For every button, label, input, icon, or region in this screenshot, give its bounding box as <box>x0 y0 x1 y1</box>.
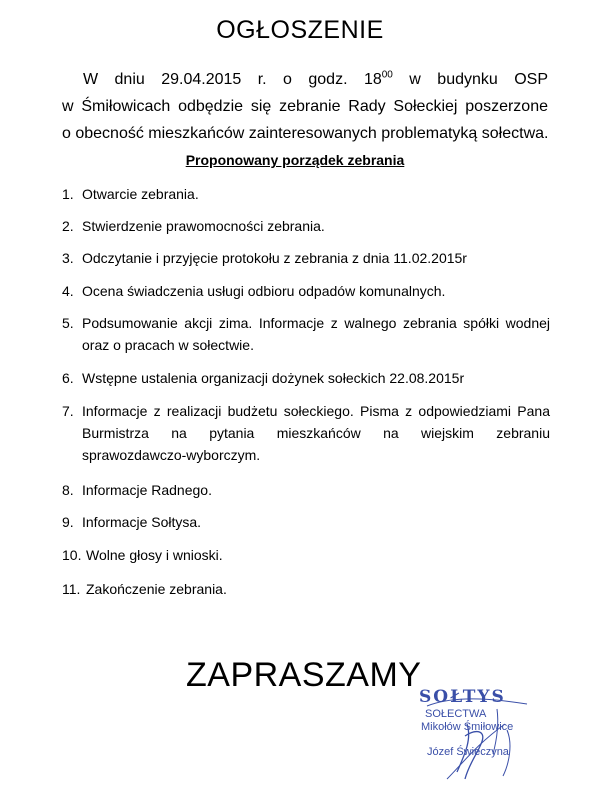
agenda-item-number: 3. <box>62 250 74 266</box>
agenda-item-number: 9. <box>62 514 74 530</box>
agenda-item-number: 2. <box>62 218 74 234</box>
agenda-item-line: Wstępne ustalenia organizacji dożynek sołeckich 22.08.2015r <box>82 370 465 386</box>
agenda-item-text <box>82 247 550 269</box>
agenda-item-text <box>82 400 550 466</box>
agenda-item-text <box>86 544 554 566</box>
agenda-item-number: 6. <box>62 370 74 386</box>
agenda-item-text <box>82 511 550 533</box>
agenda-item-number: 5. <box>62 315 74 331</box>
stamp-line-3: Mikołów Śmiłowice <box>421 721 514 733</box>
agenda-item-text <box>82 215 550 237</box>
soltys-stamp <box>407 684 549 786</box>
intro-line-2: w Śmiłowicach odbędzie się zebranie Rady Sołeckiej poszerzone <box>62 98 548 115</box>
agenda-item-number: 7. <box>62 403 74 419</box>
agenda-item-text <box>82 280 550 302</box>
intro-line-1 <box>62 66 548 93</box>
agenda-item-line: Odczytanie i przyjęcie protokołu z zebrania z dnia 11.02.2015r <box>82 250 467 266</box>
agenda-item-text <box>82 312 550 356</box>
intro-line-3: o obecność mieszkańców zainteresowanych problematyką sołectwa. <box>62 125 549 142</box>
agenda-item-line: Burmistrza na pytania mieszkańców na wiejskim zebraniu <box>82 425 550 441</box>
agenda-item-line: Informacje Radnego. <box>82 482 212 498</box>
invitation-heading: ZAPRASZAMY <box>186 656 422 694</box>
agenda-item-text <box>82 183 550 205</box>
agenda-item-line: Ocena świadczenia usługi odbioru odpadów komunalnych. <box>82 283 446 299</box>
agenda-item-line: sprawozdawczo-wyborczym. <box>82 447 261 463</box>
agenda-item-line: Podsumowanie akcji zima. Informacje z walnego zebrania spółki wodnej <box>82 315 550 331</box>
agenda-item-line: oraz o pracach w sołectwie. <box>82 337 254 353</box>
agenda-item-line: Wolne głosy i wnioski. <box>86 547 223 563</box>
agenda-item-line: Stwierdzenie prawomocności zebrania. <box>82 218 325 234</box>
agenda-item-number: 10. <box>62 547 82 563</box>
stamp-signature-name: Józef Świeczyna <box>427 746 509 758</box>
intro-line-1-end: w budynku OSP <box>392 71 549 88</box>
agenda-item-number: 1. <box>62 186 74 202</box>
agenda-item-line: Informacje Sołtysa. <box>82 514 202 530</box>
agenda-heading: Proponowany porządek zebrania <box>185 152 405 168</box>
intro-line-1-text: W dniu 29.04.2015 r. o godz. 18 <box>83 71 382 88</box>
agenda-item-number: 11. <box>62 581 81 597</box>
agenda-item-number: 8. <box>62 482 74 498</box>
time-minutes: 00 <box>381 69 393 81</box>
stamp-line-2: SOŁECTWA <box>425 708 487 720</box>
agenda-item-line: Otwarcie zebrania. <box>82 186 199 202</box>
agenda-item-number: 4. <box>62 283 74 299</box>
agenda-item-text <box>86 578 554 600</box>
agenda-item-line: Zakończenie zebrania. <box>86 581 227 597</box>
page-title: OGŁOSZENIE <box>216 16 384 44</box>
agenda-item-line: Informacje z realizacji budżetu sołeckiego. Pisma z odpowiedziami Pana <box>82 403 550 419</box>
stamp-title: SOŁTYS <box>419 687 506 707</box>
agenda-item-text <box>82 479 550 501</box>
agenda-item-text <box>82 367 550 389</box>
